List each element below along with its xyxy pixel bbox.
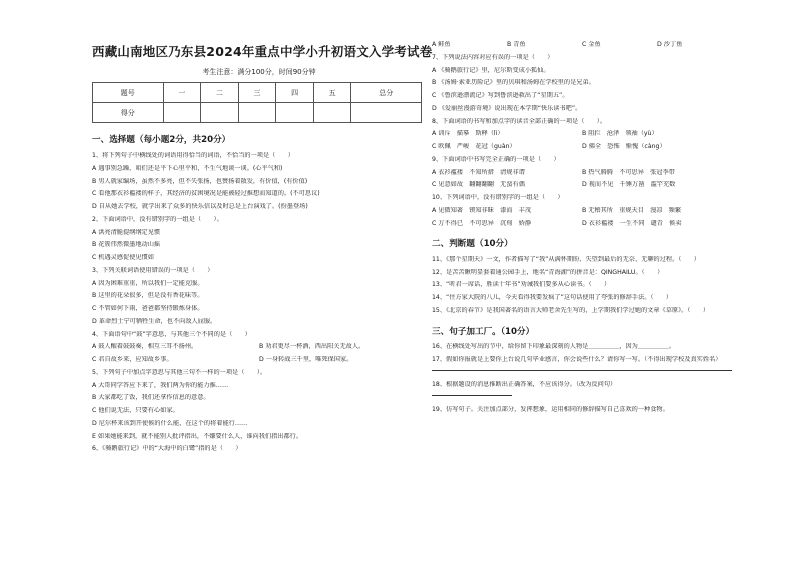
- answer-option: A 训斥 描摹 斯释（lì）: [432, 130, 504, 138]
- section-heading: 一、选择题（每小题2分，共20分）: [92, 135, 231, 146]
- answer-option: D 一身转战三千里，唯死保国家。: [259, 356, 353, 364]
- score-table-score-row: [93, 103, 422, 123]
- score-cell[interactable]: [351, 103, 422, 123]
- answer-option: B 男人就家编场，虽然不多亮，但不失张扬，也赞扬着散发，有价值，(有价值): [92, 177, 308, 185]
- question-text: 14、“住方家大院的八儿，今天看得我要发疯了”这句话使用了夸张的修辞手法。（ ）: [432, 294, 673, 302]
- answer-option: A 衣衫褴褛 不知所措 清规非谓: [432, 168, 525, 176]
- answer-option: A 鼓人醒着鼓鼓奏，相互三耳不扬州。: [92, 343, 198, 351]
- answer-option-row: [432, 143, 732, 151]
- answer-option: B 《汤姆·索亚历险记》里的贝琪和汤姆在学校里的是兄弟。: [432, 79, 595, 87]
- answer-option: C 看他那衣衫褴褛的样子，其经济的贫困境况是能被轻过推想而知道的。(不可思议): [92, 190, 320, 198]
- question-text: 9、下面词语中书写完全正确的一项是（ ）: [432, 155, 560, 163]
- answer-option: A 遇事别急躁，咱们还是平下心里平和，不生气地谈一谈。(心平气和): [92, 164, 283, 172]
- answer-option: C 金鱼: [582, 41, 601, 48]
- answer-option: D 衣衫褴褛 一生不同 谴青 候卖: [582, 219, 682, 227]
- answer-option: D 视而不见 千锤万凿 滥竽充数: [582, 181, 676, 189]
- score-row-label: 得分: [93, 103, 164, 123]
- score-header-cell: 三: [238, 83, 276, 103]
- answer-option: C 见意如故 翻翻翻翻 无蛮有偶: [432, 181, 525, 189]
- answer-option: C 欧佩 严峻 花冠（guàn）: [432, 143, 516, 150]
- answer-option: D 革命烈士宁可牺牲生命，也不向敌人屈服。: [92, 317, 217, 325]
- question-text: 5、下列句子中加点字意思与其他三句不一样的一项是（ ）。: [92, 368, 267, 376]
- answer-option-row: [432, 207, 732, 215]
- section-heading: 二、判断题（10分）: [432, 239, 513, 250]
- left-question-list: [92, 152, 426, 453]
- section-heading: 三、句子加工厂。（10分）: [432, 326, 535, 337]
- answer-option: C 不管如何下雨，爸爸都坚持锻炼身体。: [92, 305, 204, 313]
- score-table: [92, 82, 422, 123]
- answer-option-row: [432, 130, 732, 138]
- score-header-cell: 五: [313, 83, 351, 103]
- exam-title: 西藏山南地区乃东县2024年重点中学小升初语文入学考试卷: [92, 44, 433, 59]
- answer-option: B 劝君更尽一杯酒，西出阳关无故人。: [259, 343, 365, 351]
- answer-option: B 大家都吃了饭，我们还拿作信息的意意。: [92, 394, 210, 402]
- score-header-cell: 总分: [351, 83, 422, 103]
- score-header-cell: 题号: [93, 83, 164, 103]
- answer-option: A 大哥同学答应下来了，我们两为你的能力推……: [92, 381, 229, 389]
- answer-option: D 自从她去学校，就学出来了众多的快乐信以及时总是上台演戏了。(扮墨登场): [92, 203, 308, 211]
- question-text: 4、下面语句中“鼓”字意思，与其他三个不同的是（ ）: [92, 330, 251, 338]
- question-text: 18、根据题设的消息推断出正确答案，不应该得分。（改为反问句）: [432, 380, 617, 388]
- answer-option: A 洪亮清脆提纲纲定见惯: [92, 228, 161, 236]
- question-text: 17、假如你报就是上要你上台说几句毕业感言，你会说些什么？请你写一写。（不得出现学校及真实姓名）: [432, 356, 722, 364]
- answer-option: D 佛全 恐怖 惭愧（càng）: [582, 143, 666, 150]
- answer-option: B 阻拦 沧泽 领袖（yù）: [582, 130, 658, 138]
- answer-option: B 这里的花朵很多，但是没有香花味等。: [92, 292, 204, 300]
- score-table-header-row: [93, 83, 422, 103]
- score-cell[interactable]: [163, 103, 201, 123]
- answer-option: B 无稽其所 重规天目 漫凉 频繁: [582, 206, 682, 214]
- score-header-cell: 二: [201, 83, 239, 103]
- right-question-list: [432, 41, 732, 413]
- score-header-cell: 四: [276, 83, 314, 103]
- answer-option: B 花簇伟然微墨地动山摇: [92, 241, 161, 249]
- answer-option-row: [432, 220, 732, 228]
- question-text: 6、《骑鹅旅行记》中的“大海中的白鹭”指的是（ ）: [92, 445, 242, 453]
- left-column: [92, 0, 433, 458]
- question-text: 13、“听君一席话，胜读十年书”劝诫我们要多从心读书。（ ）: [432, 281, 611, 289]
- answer-option-row: [432, 181, 732, 189]
- answer-option: B 热气腾腾 不可思异 张冠李带: [582, 168, 675, 176]
- question-text: 3、下列关联词语使用错误的一项是（ ）: [92, 266, 214, 274]
- score-header-cell: 一: [163, 83, 201, 103]
- exam-notice: 考生注意：满分100分，时间90分钟: [202, 67, 316, 76]
- score-cell[interactable]: [201, 103, 239, 123]
- question-text: 19、仿写句子。关注加点部分，发挥想象，运用相同的修辞描写自己喜欢的一种食物。: [432, 405, 669, 413]
- answer-option-row: [432, 41, 732, 49]
- answer-option: D 尼尔杯来该到开使候的什么能，在这个的将着能行……: [92, 419, 248, 427]
- question-text: 11、《那个星期天》一文，作者描写了“我”从满怀期盼、失望到最后的无奈、无聊的过程。（ ）: [432, 255, 700, 263]
- answer-option-row: [92, 343, 426, 351]
- answer-option-row: [92, 356, 426, 364]
- answer-line-short: [432, 394, 512, 396]
- question-text: 2、下面词语中，没有错别字的一组是（ ）。: [92, 215, 223, 223]
- answer-option: A 见微知著 锲知非昧 漆而 丰茂: [432, 206, 532, 214]
- score-cell[interactable]: [238, 103, 276, 123]
- answer-option: E 如果她能来到，就不能别人批评指出，不嫌要什么人，谁向我们指出都行。: [92, 432, 303, 440]
- right-column: [432, 0, 732, 418]
- answer-line: [432, 369, 732, 371]
- answer-option: C 万不得已 不可思异 沉甸 娇静: [432, 219, 532, 227]
- answer-option: D 沙丁鱼: [657, 41, 683, 48]
- answer-option: C 《鲁滨逊漂流记》写到鲁滨逊救出了“星期五”。: [432, 92, 569, 99]
- question-text: 15、《北京的春节》是我国著名的语言大师老舍先生写的，上学期我们学过她的文章《草原》。（ ）: [432, 306, 710, 314]
- question-text: 7、下列说法内容对应有误的一项是（ ）: [432, 53, 554, 61]
- score-cell[interactable]: [313, 103, 351, 123]
- answer-option-row: [432, 169, 732, 177]
- answer-option: C 机遇灵感促使见惯如: [92, 254, 154, 262]
- answer-option: C 君自故乡来，应知故乡事。: [92, 356, 173, 364]
- answer-option: D 《爱丽丝漫游奇境》说出现在本学期“快乐读书吧”。: [432, 104, 582, 112]
- question-text: 10、下列词语中，没有错别字的一组是（ ）: [432, 194, 564, 201]
- score-cell[interactable]: [276, 103, 314, 123]
- question-text: 12、是苦苦瞅明显套着通公园手上，地名“青海湖”的拼音是：QINGHAILU。（ ）: [432, 268, 664, 276]
- answer-option: A 《骑鹅旅行记》里，尼尔斯变成小狐仙。: [432, 66, 550, 74]
- answer-option: A 鲑鱼: [432, 41, 451, 48]
- answer-option: A 因为困难重重，所以我们一定能克服。: [92, 279, 204, 287]
- answer-option: C 他们说无法，只要有心如家。: [92, 407, 179, 415]
- question-text: 8、下面词语的书写和加点字的读音全部正确的一项是（ ）。: [432, 117, 607, 125]
- question-text: 1、将下列句子中横线处的词语用得恰当的词语，不恰当的一项是（ ）: [92, 152, 294, 160]
- answer-option: B 青鱼: [507, 41, 526, 48]
- question-text: 16、在横线处写出的节中，给你留下印象最深刻的人物是＿＿＿＿＿，因为＿＿＿＿＿。: [432, 343, 675, 351]
